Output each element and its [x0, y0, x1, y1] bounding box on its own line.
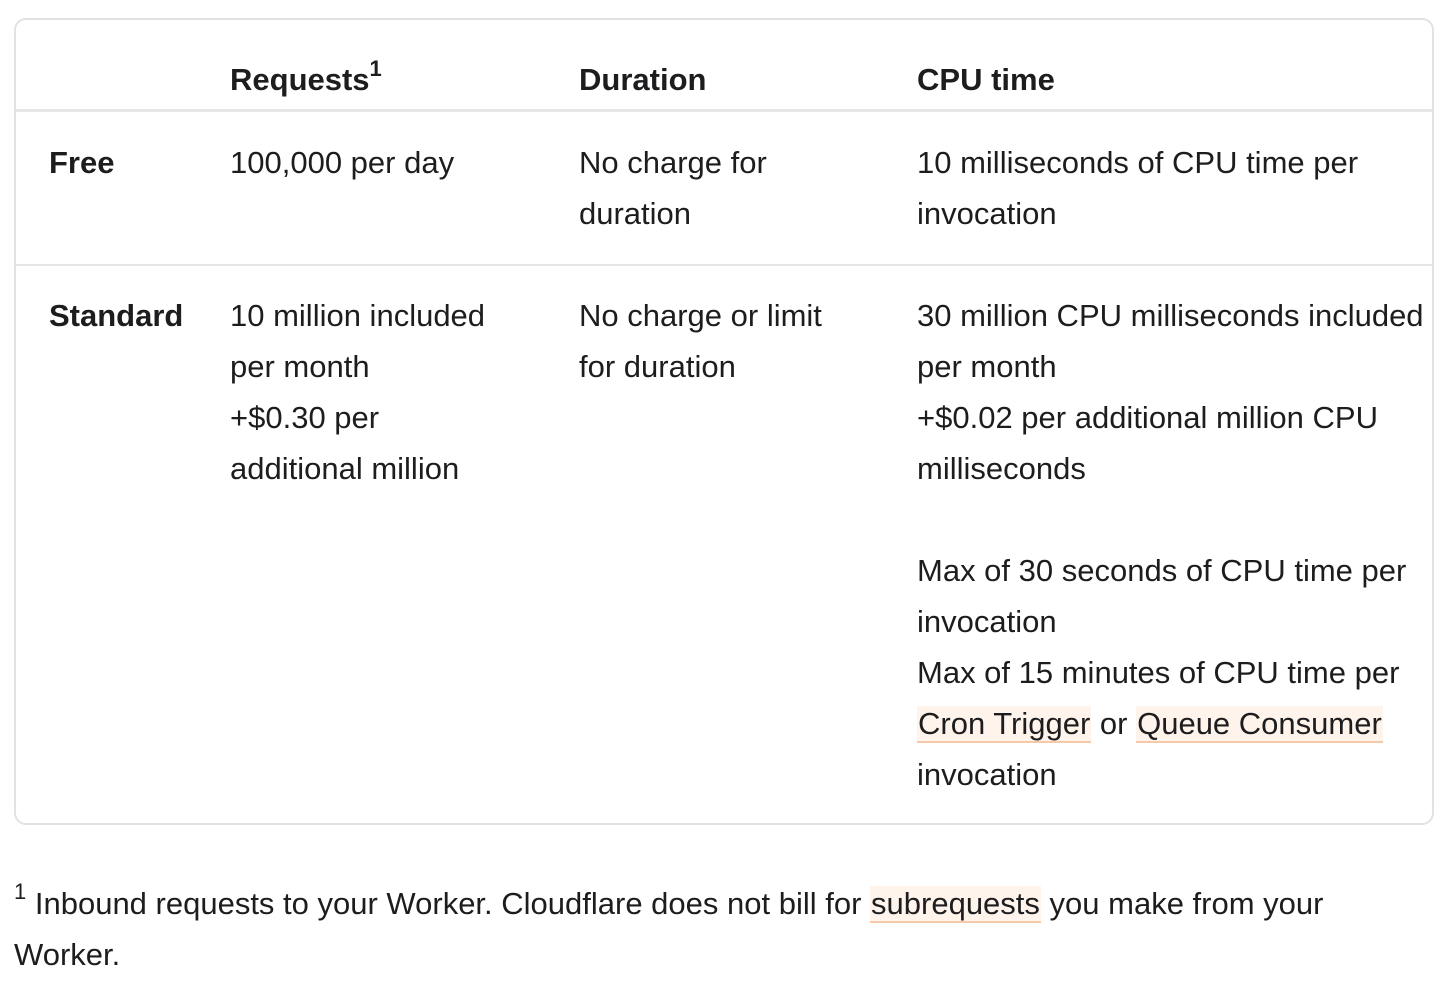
cell-line: 100,000 per day	[230, 144, 455, 180]
cell-line: No charge for	[579, 144, 767, 180]
footnote-text-end: you make from your Worker.	[14, 886, 1324, 972]
free-requests	[230, 110, 579, 265]
free-duration	[579, 110, 917, 265]
cell-line: Max of 15 minutes of CPU time per	[917, 654, 1400, 690]
pricing-table-container	[14, 18, 1434, 825]
cell-line: duration	[579, 195, 692, 231]
standard-duration	[579, 265, 917, 800]
paragraph-gap	[917, 494, 1434, 545]
cell-line: additional million	[230, 450, 460, 486]
cell-line: invocation	[917, 195, 1057, 231]
cell-line: invocation	[917, 756, 1057, 792]
free-cpu-time	[917, 110, 1434, 265]
cell-line: for duration	[579, 348, 736, 384]
table-row-free	[16, 110, 1434, 265]
cell-line: milliseconds	[917, 450, 1086, 486]
cell-line: 30 million CPU milliseconds included	[917, 297, 1424, 333]
table-header-row	[16, 20, 1434, 110]
standard-cpu-time	[917, 265, 1434, 800]
cell-line: 10 million included	[230, 297, 486, 333]
cell-line-links	[917, 698, 1434, 749]
header-requests-label: Requests	[230, 62, 370, 97]
plan-name-free: Free	[16, 110, 230, 265]
footnote-mark: 1	[14, 878, 27, 904]
cell-line: invocation	[917, 603, 1057, 639]
cell-line: 10 milliseconds of CPU time per	[917, 144, 1359, 180]
cron-trigger-link[interactable]: Cron Trigger	[918, 705, 1091, 741]
table-row-standard	[16, 265, 1434, 800]
footnote-ref[interactable]: 1	[369, 55, 382, 81]
cell-line: +$0.02 per additional million CPU	[917, 399, 1378, 435]
footnote	[14, 878, 1434, 980]
cell-line: per month	[230, 348, 370, 384]
header-requests	[230, 20, 579, 110]
footnote-text: Inbound requests to your Worker. Cloudflare does not bill for	[26, 886, 871, 921]
standard-requests	[230, 265, 579, 800]
cell-line: +$0.30 per	[230, 399, 380, 435]
queue-consumer-link[interactable]: Queue Consumer	[1137, 705, 1382, 741]
plan-name-standard: Standard	[49, 297, 184, 333]
cell-line: Max of 30 seconds of CPU time per	[917, 552, 1407, 588]
cell-line: No charge or limit	[579, 297, 822, 333]
header-cpu-time: CPU time	[917, 20, 1434, 110]
cell-line: per month	[917, 348, 1057, 384]
header-plan	[16, 20, 230, 110]
header-duration: Duration	[579, 20, 917, 110]
subrequests-link[interactable]: subrequests	[871, 886, 1040, 921]
cell-text: or	[1091, 705, 1137, 741]
pricing-table	[16, 20, 1434, 800]
